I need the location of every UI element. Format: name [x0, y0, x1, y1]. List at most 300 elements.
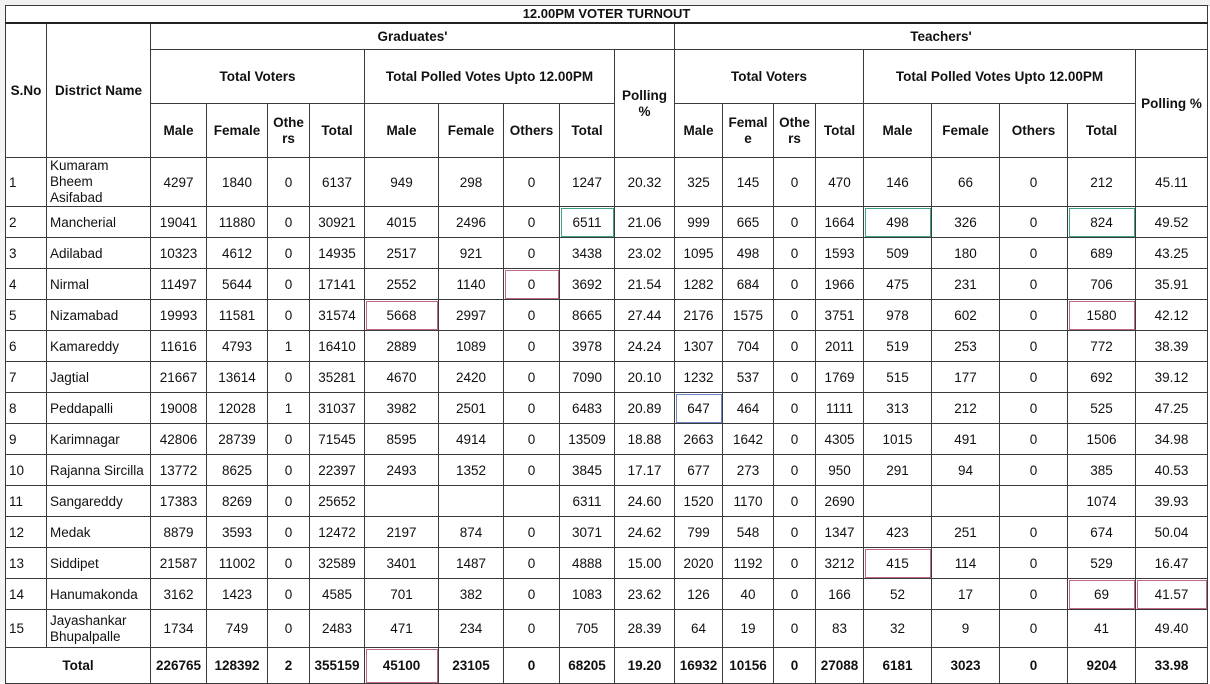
value-cell[interactable]: 11581	[207, 300, 268, 331]
value-cell[interactable]: 0	[774, 486, 816, 517]
value-cell[interactable]: 701	[365, 579, 439, 610]
value-cell[interactable]: 234	[439, 610, 504, 648]
value-cell[interactable]: 0	[504, 455, 560, 486]
district-cell[interactable]: Mancherial	[47, 207, 151, 238]
value-cell[interactable]: 145	[723, 158, 774, 207]
value-cell[interactable]: 2496	[439, 207, 504, 238]
value-cell[interactable]: 2997	[439, 300, 504, 331]
value-cell[interactable]: 52	[864, 579, 932, 610]
value-cell[interactable]: 1282	[675, 269, 723, 300]
value-cell[interactable]: 16410	[310, 331, 365, 362]
value-cell[interactable]: 3978	[560, 331, 615, 362]
percent-cell[interactable]: 49.52	[1136, 207, 1208, 238]
sno-cell[interactable]: 5	[6, 300, 47, 331]
percent-cell[interactable]: 28.39	[615, 610, 675, 648]
total-label[interactable]: Total	[6, 648, 151, 684]
value-cell[interactable]: 0	[504, 269, 560, 300]
value-cell[interactable]: 7090	[560, 362, 615, 393]
value-cell[interactable]: 0	[1000, 269, 1068, 300]
percent-cell[interactable]: 49.40	[1136, 610, 1208, 648]
value-cell[interactable]: 2197	[365, 517, 439, 548]
value-cell[interactable]: 19008	[151, 393, 207, 424]
total-value-cell[interactable]: 0	[1000, 648, 1068, 684]
value-cell[interactable]: 0	[774, 548, 816, 579]
value-cell[interactable]: 0	[774, 579, 816, 610]
percent-cell[interactable]: 20.10	[615, 362, 675, 393]
value-cell[interactable]: 40	[723, 579, 774, 610]
total-value-cell[interactable]: 6181	[864, 648, 932, 684]
district-cell[interactable]: Nirmal	[47, 269, 151, 300]
percent-cell[interactable]: 40.53	[1136, 455, 1208, 486]
value-cell[interactable]: 0	[268, 424, 310, 455]
value-cell[interactable]: 2020	[675, 548, 723, 579]
percent-cell[interactable]: 20.32	[615, 158, 675, 207]
district-cell[interactable]: Peddapalli	[47, 393, 151, 424]
value-cell[interactable]: 13614	[207, 362, 268, 393]
value-cell[interactable]: 83	[816, 610, 864, 648]
value-cell[interactable]: 2176	[675, 300, 723, 331]
value-cell[interactable]: 17141	[310, 269, 365, 300]
value-cell[interactable]: 1642	[723, 424, 774, 455]
percent-cell[interactable]: 39.93	[1136, 486, 1208, 517]
value-cell[interactable]: 8269	[207, 486, 268, 517]
value-cell[interactable]: 180	[932, 238, 1000, 269]
value-cell[interactable]: 11880	[207, 207, 268, 238]
sno-cell[interactable]: 15	[6, 610, 47, 648]
value-cell[interactable]: 28739	[207, 424, 268, 455]
value-cell[interactable]: 291	[864, 455, 932, 486]
value-cell[interactable]: 1089	[439, 331, 504, 362]
value-cell[interactable]: 2889	[365, 331, 439, 362]
value-cell[interactable]: 0	[1000, 610, 1068, 648]
total-value-cell[interactable]: 3023	[932, 648, 1000, 684]
value-cell[interactable]: 22397	[310, 455, 365, 486]
value-cell[interactable]: 8595	[365, 424, 439, 455]
value-cell[interactable]: 423	[864, 517, 932, 548]
total-value-cell[interactable]: 68205	[560, 648, 615, 684]
value-cell[interactable]: 66	[932, 158, 1000, 207]
value-cell[interactable]: 1307	[675, 331, 723, 362]
value-cell[interactable]: 3401	[365, 548, 439, 579]
value-cell[interactable]	[864, 486, 932, 517]
value-cell[interactable]: 326	[932, 207, 1000, 238]
value-cell[interactable]: 17383	[151, 486, 207, 517]
value-cell[interactable]: 0	[774, 455, 816, 486]
sno-cell[interactable]: 14	[6, 579, 47, 610]
value-cell[interactable]: 602	[932, 300, 1000, 331]
percent-cell[interactable]: 24.24	[615, 331, 675, 362]
value-cell[interactable]: 231	[932, 269, 1000, 300]
value-cell[interactable]: 1095	[675, 238, 723, 269]
sno-cell[interactable]: 13	[6, 548, 47, 579]
value-cell[interactable]: 146	[864, 158, 932, 207]
percent-cell[interactable]: 27.44	[615, 300, 675, 331]
value-cell[interactable]: 2420	[439, 362, 504, 393]
value-cell[interactable]: 4914	[439, 424, 504, 455]
value-cell[interactable]: 21667	[151, 362, 207, 393]
value-cell[interactable]: 4612	[207, 238, 268, 269]
value-cell[interactable]: 4670	[365, 362, 439, 393]
value-cell[interactable]: 298	[439, 158, 504, 207]
value-cell[interactable]: 12472	[310, 517, 365, 548]
value-cell[interactable]: 491	[932, 424, 1000, 455]
percent-cell[interactable]: 45.11	[1136, 158, 1208, 207]
value-cell[interactable]: 0	[268, 207, 310, 238]
value-cell[interactable]: 2501	[439, 393, 504, 424]
value-cell[interactable]: 313	[864, 393, 932, 424]
value-cell[interactable]: 1232	[675, 362, 723, 393]
district-cell[interactable]: Sangareddy	[47, 486, 151, 517]
value-cell[interactable]: 8625	[207, 455, 268, 486]
total-value-cell[interactable]: 0	[774, 648, 816, 684]
value-cell[interactable]: 1487	[439, 548, 504, 579]
total-value-cell[interactable]: 226765	[151, 648, 207, 684]
value-cell[interactable]: 3751	[816, 300, 864, 331]
value-cell[interactable]: 3593	[207, 517, 268, 548]
percent-cell[interactable]: 21.06	[615, 207, 675, 238]
value-cell[interactable]: 519	[864, 331, 932, 362]
value-cell[interactable]: 0	[1000, 300, 1068, 331]
value-cell[interactable]: 32589	[310, 548, 365, 579]
value-cell[interactable]: 2493	[365, 455, 439, 486]
value-cell[interactable]: 11497	[151, 269, 207, 300]
value-cell[interactable]	[439, 486, 504, 517]
value-cell[interactable]: 0	[268, 238, 310, 269]
value-cell[interactable]: 0	[1000, 517, 1068, 548]
value-cell[interactable]: 1769	[816, 362, 864, 393]
value-cell[interactable]: 64	[675, 610, 723, 648]
value-cell[interactable]: 11616	[151, 331, 207, 362]
value-cell[interactable]: 475	[864, 269, 932, 300]
value-cell[interactable]: 0	[1000, 331, 1068, 362]
sno-cell[interactable]: 2	[6, 207, 47, 238]
value-cell[interactable]: 0	[774, 517, 816, 548]
value-cell[interactable]: 212	[932, 393, 1000, 424]
value-cell[interactable]: 0	[268, 610, 310, 648]
value-cell[interactable]	[932, 486, 1000, 517]
value-cell[interactable]: 166	[816, 579, 864, 610]
percent-cell[interactable]: 41.57	[1136, 579, 1208, 610]
district-cell[interactable]: Kamareddy	[47, 331, 151, 362]
value-cell[interactable]: 177	[932, 362, 1000, 393]
value-cell[interactable]: 677	[675, 455, 723, 486]
value-cell[interactable]: 548	[723, 517, 774, 548]
value-cell[interactable]: 1580	[1068, 300, 1136, 331]
value-cell[interactable]: 498	[864, 207, 932, 238]
percent-cell[interactable]: 24.62	[615, 517, 675, 548]
total-value-cell[interactable]: 355159	[310, 648, 365, 684]
value-cell[interactable]: 31574	[310, 300, 365, 331]
value-cell[interactable]: 8665	[560, 300, 615, 331]
value-cell[interactable]: 19993	[151, 300, 207, 331]
value-cell[interactable]: 0	[268, 362, 310, 393]
sno-cell[interactable]: 11	[6, 486, 47, 517]
value-cell[interactable]: 212	[1068, 158, 1136, 207]
value-cell[interactable]: 1247	[560, 158, 615, 207]
total-percent-cell[interactable]: 33.98	[1136, 648, 1208, 684]
value-cell[interactable]: 0	[268, 517, 310, 548]
value-cell[interactable]: 0	[268, 158, 310, 207]
percent-cell[interactable]: 17.17	[615, 455, 675, 486]
value-cell[interactable]: 0	[504, 579, 560, 610]
value-cell[interactable]: 1966	[816, 269, 864, 300]
value-cell[interactable]: 704	[723, 331, 774, 362]
value-cell[interactable]: 6137	[310, 158, 365, 207]
value-cell[interactable]: 1347	[816, 517, 864, 548]
value-cell[interactable]: 537	[723, 362, 774, 393]
value-cell[interactable]: 13772	[151, 455, 207, 486]
value-cell[interactable]: 0	[504, 548, 560, 579]
value-cell[interactable]: 6311	[560, 486, 615, 517]
value-cell[interactable]: 705	[560, 610, 615, 648]
value-cell[interactable]: 921	[439, 238, 504, 269]
value-cell[interactable]: 0	[268, 300, 310, 331]
value-cell[interactable]: 749	[207, 610, 268, 648]
total-value-cell[interactable]: 9204	[1068, 648, 1136, 684]
value-cell[interactable]: 0	[504, 207, 560, 238]
value-cell[interactable]: 0	[774, 300, 816, 331]
value-cell[interactable]: 13509	[560, 424, 615, 455]
percent-cell[interactable]: 15.00	[615, 548, 675, 579]
total-value-cell[interactable]: 16932	[675, 648, 723, 684]
value-cell[interactable]: 2011	[816, 331, 864, 362]
value-cell[interactable]: 11002	[207, 548, 268, 579]
percent-cell[interactable]: 20.89	[615, 393, 675, 424]
value-cell[interactable]: 4015	[365, 207, 439, 238]
district-cell[interactable]: Jagtial	[47, 362, 151, 393]
value-cell[interactable]: 0	[504, 393, 560, 424]
value-cell[interactable]: 1083	[560, 579, 615, 610]
value-cell[interactable]: 0	[268, 548, 310, 579]
value-cell[interactable]: 19	[723, 610, 774, 648]
value-cell[interactable]: 674	[1068, 517, 1136, 548]
value-cell[interactable]: 498	[723, 238, 774, 269]
district-cell[interactable]: Hanumakonda	[47, 579, 151, 610]
value-cell[interactable]: 8879	[151, 517, 207, 548]
value-cell[interactable]: 5668	[365, 300, 439, 331]
value-cell[interactable]: 21587	[151, 548, 207, 579]
value-cell[interactable]: 3071	[560, 517, 615, 548]
sno-cell[interactable]: 12	[6, 517, 47, 548]
sno-cell[interactable]: 9	[6, 424, 47, 455]
value-cell[interactable]: 382	[439, 579, 504, 610]
percent-cell[interactable]: 50.04	[1136, 517, 1208, 548]
value-cell[interactable]: 3692	[560, 269, 615, 300]
value-cell[interactable]: 0	[774, 207, 816, 238]
percent-cell[interactable]: 23.62	[615, 579, 675, 610]
value-cell[interactable]: 799	[675, 517, 723, 548]
value-cell[interactable]: 6483	[560, 393, 615, 424]
value-cell[interactable]: 0	[268, 579, 310, 610]
value-cell[interactable]: 950	[816, 455, 864, 486]
value-cell[interactable]: 3438	[560, 238, 615, 269]
value-cell[interactable]: 0	[504, 610, 560, 648]
value-cell[interactable]: 0	[1000, 455, 1068, 486]
value-cell[interactable]: 3845	[560, 455, 615, 486]
value-cell[interactable]: 0	[1000, 424, 1068, 455]
district-cell[interactable]: Karimnagar	[47, 424, 151, 455]
percent-cell[interactable]: 34.98	[1136, 424, 1208, 455]
value-cell[interactable]	[365, 486, 439, 517]
percent-cell[interactable]: 43.25	[1136, 238, 1208, 269]
value-cell[interactable]: 1593	[816, 238, 864, 269]
value-cell[interactable]: 0	[1000, 158, 1068, 207]
value-cell[interactable]: 0	[774, 424, 816, 455]
total-value-cell[interactable]: 2	[268, 648, 310, 684]
value-cell[interactable]: 10323	[151, 238, 207, 269]
value-cell[interactable]: 1015	[864, 424, 932, 455]
value-cell[interactable]: 94	[932, 455, 1000, 486]
district-cell[interactable]: Rajanna Sircilla	[47, 455, 151, 486]
value-cell[interactable]: 4305	[816, 424, 864, 455]
value-cell[interactable]: 19041	[151, 207, 207, 238]
value-cell[interactable]: 684	[723, 269, 774, 300]
value-cell[interactable]: 0	[504, 238, 560, 269]
percent-cell[interactable]: 35.91	[1136, 269, 1208, 300]
value-cell[interactable]: 0	[1000, 362, 1068, 393]
value-cell[interactable]: 824	[1068, 207, 1136, 238]
value-cell[interactable]: 32	[864, 610, 932, 648]
total-value-cell[interactable]: 45100	[365, 648, 439, 684]
value-cell[interactable]: 69	[1068, 579, 1136, 610]
district-cell[interactable]: Nizamabad	[47, 300, 151, 331]
value-cell[interactable]: 4793	[207, 331, 268, 362]
value-cell[interactable]: 2517	[365, 238, 439, 269]
sno-cell[interactable]: 7	[6, 362, 47, 393]
value-cell[interactable]: 978	[864, 300, 932, 331]
value-cell[interactable]: 464	[723, 393, 774, 424]
value-cell[interactable]: 385	[1068, 455, 1136, 486]
value-cell[interactable]: 0	[1000, 579, 1068, 610]
value-cell[interactable]: 3162	[151, 579, 207, 610]
value-cell[interactable]: 0	[268, 269, 310, 300]
value-cell[interactable]: 1575	[723, 300, 774, 331]
value-cell[interactable]: 706	[1068, 269, 1136, 300]
value-cell[interactable]: 0	[504, 517, 560, 548]
value-cell[interactable]: 647	[675, 393, 723, 424]
district-cell[interactable]: Jayashankar Bhupalpalle	[47, 610, 151, 648]
value-cell[interactable]: 515	[864, 362, 932, 393]
value-cell[interactable]: 5644	[207, 269, 268, 300]
percent-cell[interactable]: 42.12	[1136, 300, 1208, 331]
percent-cell[interactable]: 16.47	[1136, 548, 1208, 579]
value-cell[interactable]: 1734	[151, 610, 207, 648]
value-cell[interactable]: 35281	[310, 362, 365, 393]
value-cell[interactable]: 1664	[816, 207, 864, 238]
district-cell[interactable]: Adilabad	[47, 238, 151, 269]
value-cell[interactable]: 1423	[207, 579, 268, 610]
value-cell[interactable]: 4585	[310, 579, 365, 610]
value-cell[interactable]: 1352	[439, 455, 504, 486]
value-cell[interactable]: 1	[268, 393, 310, 424]
value-cell[interactable]: 665	[723, 207, 774, 238]
value-cell[interactable]: 0	[774, 610, 816, 648]
value-cell[interactable]: 0	[504, 331, 560, 362]
value-cell[interactable]: 772	[1068, 331, 1136, 362]
value-cell[interactable]: 471	[365, 610, 439, 648]
value-cell[interactable]: 0	[1000, 207, 1068, 238]
value-cell[interactable]: 0	[774, 158, 816, 207]
value-cell[interactable]: 1506	[1068, 424, 1136, 455]
value-cell[interactable]: 0	[774, 362, 816, 393]
district-cell[interactable]: Kumaram Bheem Asifabad	[47, 158, 151, 207]
value-cell[interactable]: 415	[864, 548, 932, 579]
value-cell[interactable]: 273	[723, 455, 774, 486]
total-value-cell[interactable]: 128392	[207, 648, 268, 684]
value-cell[interactable]: 0	[268, 455, 310, 486]
value-cell[interactable]: 0	[774, 269, 816, 300]
value-cell[interactable]: 71545	[310, 424, 365, 455]
percent-cell[interactable]: 38.39	[1136, 331, 1208, 362]
value-cell[interactable]: 0	[774, 238, 816, 269]
value-cell[interactable]: 0	[774, 331, 816, 362]
sno-cell[interactable]: 10	[6, 455, 47, 486]
value-cell[interactable]: 1840	[207, 158, 268, 207]
total-value-cell[interactable]: 10156	[723, 648, 774, 684]
total-value-cell[interactable]: 27088	[816, 648, 864, 684]
value-cell[interactable]: 0	[1000, 548, 1068, 579]
value-cell[interactable]: 4297	[151, 158, 207, 207]
value-cell[interactable]: 999	[675, 207, 723, 238]
value-cell[interactable]: 470	[816, 158, 864, 207]
value-cell[interactable]: 2663	[675, 424, 723, 455]
percent-cell[interactable]: 39.12	[1136, 362, 1208, 393]
value-cell[interactable]: 509	[864, 238, 932, 269]
value-cell[interactable]: 31037	[310, 393, 365, 424]
value-cell[interactable]: 9	[932, 610, 1000, 648]
value-cell[interactable]: 1	[268, 331, 310, 362]
value-cell[interactable]: 2690	[816, 486, 864, 517]
value-cell[interactable]: 529	[1068, 548, 1136, 579]
percent-cell[interactable]: 23.02	[615, 238, 675, 269]
sno-cell[interactable]: 4	[6, 269, 47, 300]
value-cell[interactable]: 1140	[439, 269, 504, 300]
value-cell[interactable]: 0	[1000, 238, 1068, 269]
value-cell[interactable]	[1000, 486, 1068, 517]
sno-cell[interactable]: 1	[6, 158, 47, 207]
value-cell[interactable]: 874	[439, 517, 504, 548]
total-value-cell[interactable]: 23105	[439, 648, 504, 684]
value-cell[interactable]: 525	[1068, 393, 1136, 424]
value-cell[interactable]: 6511	[560, 207, 615, 238]
total-percent-cell[interactable]: 19.20	[615, 648, 675, 684]
value-cell[interactable]: 1074	[1068, 486, 1136, 517]
value-cell[interactable]	[504, 486, 560, 517]
sno-cell[interactable]: 8	[6, 393, 47, 424]
value-cell[interactable]: 41	[1068, 610, 1136, 648]
percent-cell[interactable]: 47.25	[1136, 393, 1208, 424]
value-cell[interactable]: 1192	[723, 548, 774, 579]
value-cell[interactable]: 1520	[675, 486, 723, 517]
value-cell[interactable]: 126	[675, 579, 723, 610]
value-cell[interactable]: 12028	[207, 393, 268, 424]
value-cell[interactable]: 114	[932, 548, 1000, 579]
district-cell[interactable]: Siddipet	[47, 548, 151, 579]
value-cell[interactable]: 0	[504, 300, 560, 331]
value-cell[interactable]: 3212	[816, 548, 864, 579]
value-cell[interactable]: 949	[365, 158, 439, 207]
value-cell[interactable]: 0	[504, 158, 560, 207]
value-cell[interactable]: 1170	[723, 486, 774, 517]
value-cell[interactable]: 692	[1068, 362, 1136, 393]
value-cell[interactable]: 17	[932, 579, 1000, 610]
value-cell[interactable]: 0	[1000, 393, 1068, 424]
value-cell[interactable]: 689	[1068, 238, 1136, 269]
district-cell[interactable]: Medak	[47, 517, 151, 548]
value-cell[interactable]: 2552	[365, 269, 439, 300]
value-cell[interactable]: 3982	[365, 393, 439, 424]
value-cell[interactable]: 14935	[310, 238, 365, 269]
